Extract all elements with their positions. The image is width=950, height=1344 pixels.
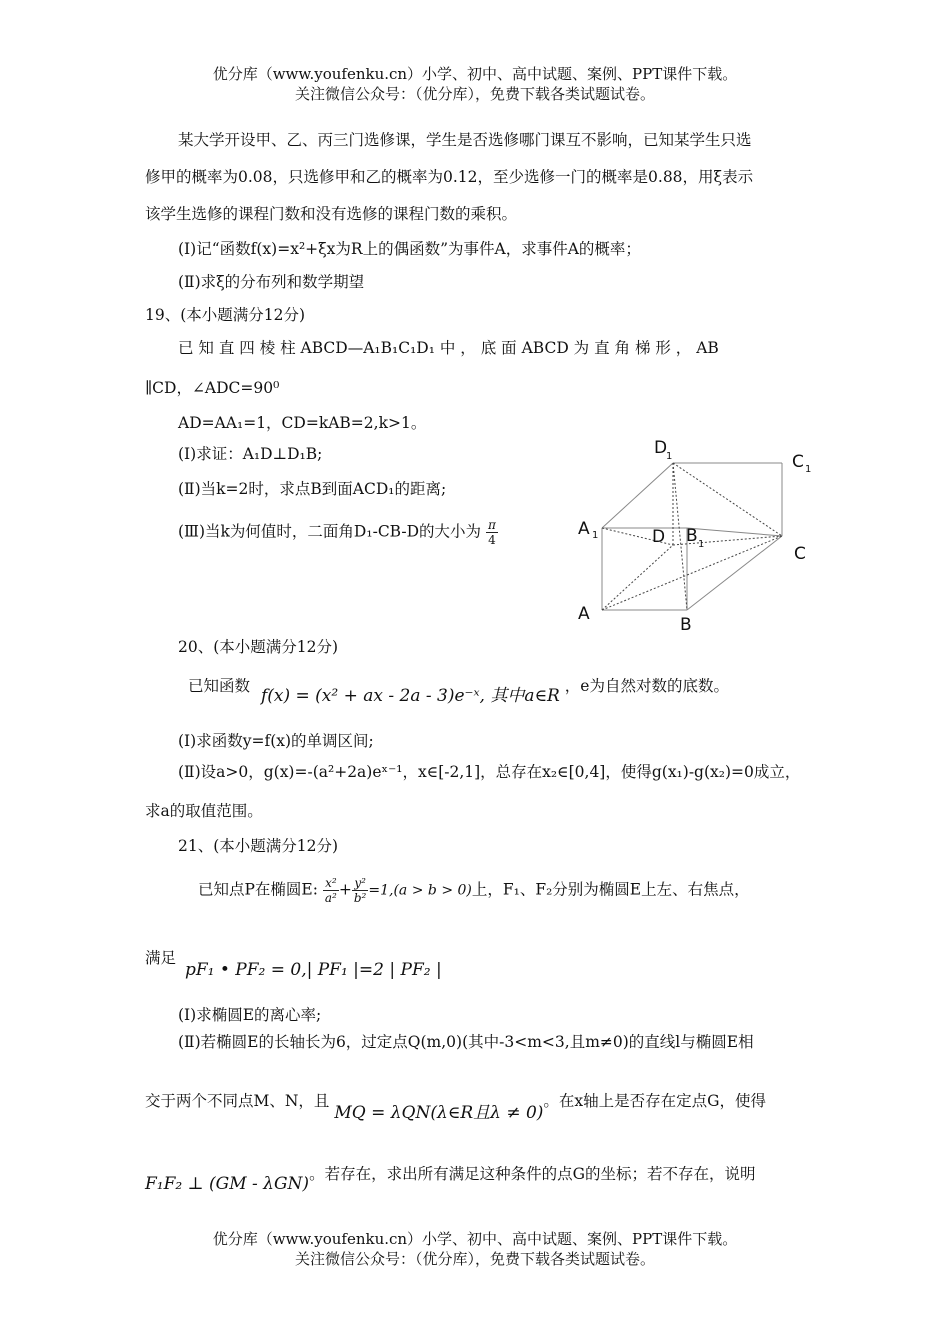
fraction-denominator: 4 bbox=[488, 533, 496, 547]
q19-part-ii: (Ⅱ)当k=2时，求点B到面ACD₁的距离; bbox=[178, 480, 447, 498]
q21-paragraph-4 bbox=[145, 1162, 756, 1194]
q21-part-i: (Ⅰ)求椭圆E的离心率; bbox=[178, 1006, 322, 1024]
q21-p1-b: 上，F₁、F₂分别为椭圆E上左、右焦点， bbox=[471, 880, 750, 899]
edge-ad bbox=[602, 545, 673, 610]
header-line-2: 关注微信公众号：（优分库），免费下载各类试题试卷。 bbox=[294, 85, 655, 103]
q20-part-ii-cont: 求a的取值范围。 bbox=[145, 802, 263, 820]
page-header bbox=[0, 64, 950, 104]
q21-part-ii: (Ⅱ)若椭圆E的长轴长为6，过定点Q(m,0)(其中-3<m<3,且m≠0)的直线l与椭圆E相 bbox=[178, 1033, 754, 1051]
q18-paragraph-2: 修甲的概率为0.08，只选修甲和乙的概率为0.12，至少选修一门的概率是0.88，用ξ表示 bbox=[145, 168, 754, 186]
label-d: D bbox=[652, 527, 666, 547]
q19-paragraph-2: ∥CD，∠ADC=90⁰ bbox=[145, 379, 280, 397]
x2-over-a2 bbox=[323, 876, 339, 905]
q21-eq: =1,(a > b > 0) bbox=[368, 882, 472, 899]
label-b1: B bbox=[686, 526, 698, 546]
edge-a1d1 bbox=[602, 463, 673, 528]
q21-p2-a: 满足 bbox=[145, 949, 177, 967]
q18-part-ii: (Ⅱ)求ξ的分布列和数学期望 bbox=[178, 273, 365, 291]
q19-heading: 19、(本小题满分12分) bbox=[145, 306, 306, 324]
label-a1: A bbox=[578, 519, 590, 539]
q21-paragraph-1: 已知点P在椭圆E: $\frac{\text{x²}}{\text{a²}}$ + $\frac{\text{y²}}{\text{b²}}$ =1,(a > b > 0)上，F₁、F₂分别为椭圆E上左、右焦点， bbox=[198, 876, 750, 905]
page-footer bbox=[0, 1229, 950, 1269]
footer-line-2: 关注微信公众号：（优分库），免费下载各类试题试卷。 bbox=[294, 1250, 655, 1268]
q21-p4-b: 。若存在，求出所有满足这种条件的点G的坐标；若不存在，说明 bbox=[309, 1165, 756, 1183]
edge-b1c bbox=[687, 528, 782, 536]
edge-d1b bbox=[673, 463, 687, 610]
label-a1-sub: 1 bbox=[592, 530, 599, 541]
x2: x² bbox=[323, 876, 339, 891]
header-line-1: 优分库（www.youfenku.cn）小学、初中、高中试题、案例、PPT课件下载。 bbox=[212, 65, 738, 83]
q21-p1-a: 已知点P在椭圆E: bbox=[198, 880, 318, 899]
label-c1-sub: 1 bbox=[805, 464, 812, 475]
q20-part-ii: (Ⅱ)设a>0，g(x)=-(a²+2a)eˣ⁻¹，x∈[-2,1]，总存在x₂∈[0,4]，使得g(x₁)-g(x₂)=0成立， bbox=[178, 763, 801, 781]
footer-line-1: 优分库（www.youfenku.cn）小学、初中、高中试题、案例、PPT课件下载。 bbox=[212, 1230, 738, 1248]
q21-p3-a: 交于两个不同点M、N，且 bbox=[145, 1092, 330, 1110]
b2: b² bbox=[353, 891, 367, 905]
q20-formula: f(x) = (x² + ax - 2a - 3)e⁻ˣ, 其中a∈R bbox=[260, 686, 560, 706]
q21-p2-formula: pF₁ • PF₂ = 0,| PF₁ |=2 | PF₂ | bbox=[184, 960, 442, 980]
label-c1: C bbox=[792, 452, 804, 472]
q18-part-i: (Ⅰ)记“函数f(x)=x²+ξx为R上的偶函数”为事件A，求事件A的概率； bbox=[178, 240, 641, 258]
q19-paragraph-3: AD=AA₁=1，CD=kAB=2,k>1。 bbox=[178, 414, 427, 432]
label-b: B bbox=[680, 615, 692, 635]
label-d1: D bbox=[654, 438, 668, 458]
q19-part-i: (Ⅰ)求证：A₁D⊥D₁B; bbox=[178, 445, 323, 463]
q19-part-iii bbox=[178, 518, 498, 547]
q19-paragraph-1: 已 知 直 四 棱 柱 ABCD—A₁B₁C₁D₁ 中 ， 底 面 ABCD 为 直 角 梯 形 ， AB bbox=[178, 339, 719, 357]
a2: a² bbox=[324, 891, 337, 905]
q18-paragraph-1: 某大学开设甲、乙、丙三门选修课，学生是否选修哪门课互不影响，已知某学生只选 bbox=[178, 131, 752, 149]
q21-p4-formula: F₁F₂ ⊥ (GM - λGN) bbox=[145, 1174, 310, 1194]
q21-paragraph-2 bbox=[145, 946, 442, 980]
fraction-numerator: π bbox=[487, 518, 496, 532]
label-c: C bbox=[794, 544, 806, 564]
q20-tail: ，e为自然对数的底数。 bbox=[564, 677, 729, 695]
label-b1-sub: 1 bbox=[698, 539, 705, 550]
q20-heading: 20、(本小题满分12分) bbox=[178, 638, 339, 656]
q20-part-i: (Ⅰ)求函数y=f(x)的单调区间; bbox=[178, 732, 374, 750]
q21-p3-formula: MQ = λQN(λ∈R且λ ≠ 0) bbox=[334, 1103, 544, 1123]
q21-p3-b: 。在x轴上是否存在定点G，使得 bbox=[543, 1092, 767, 1110]
y2: y² bbox=[352, 876, 369, 891]
y2-over-b2 bbox=[352, 876, 369, 905]
pi-over-4-fraction bbox=[486, 518, 498, 547]
prism-figure bbox=[570, 425, 820, 635]
label-a: A bbox=[578, 604, 590, 624]
q18-paragraph-3: 该学生选修的课程门数和没有选修的课程门数的乘积。 bbox=[145, 205, 518, 223]
q21-paragraph-3 bbox=[145, 1086, 767, 1123]
q19-part-iii-text: (Ⅲ)当k为何值时，二面角D₁-CB-D的大小为 bbox=[178, 522, 482, 541]
q21-heading: 21、(本小题满分12分) bbox=[178, 837, 339, 855]
q20-intro-line bbox=[188, 671, 729, 706]
edge-ac bbox=[602, 536, 782, 610]
label-d1-sub: 1 bbox=[666, 451, 673, 462]
q20-intro: 已知函数 bbox=[188, 677, 251, 695]
